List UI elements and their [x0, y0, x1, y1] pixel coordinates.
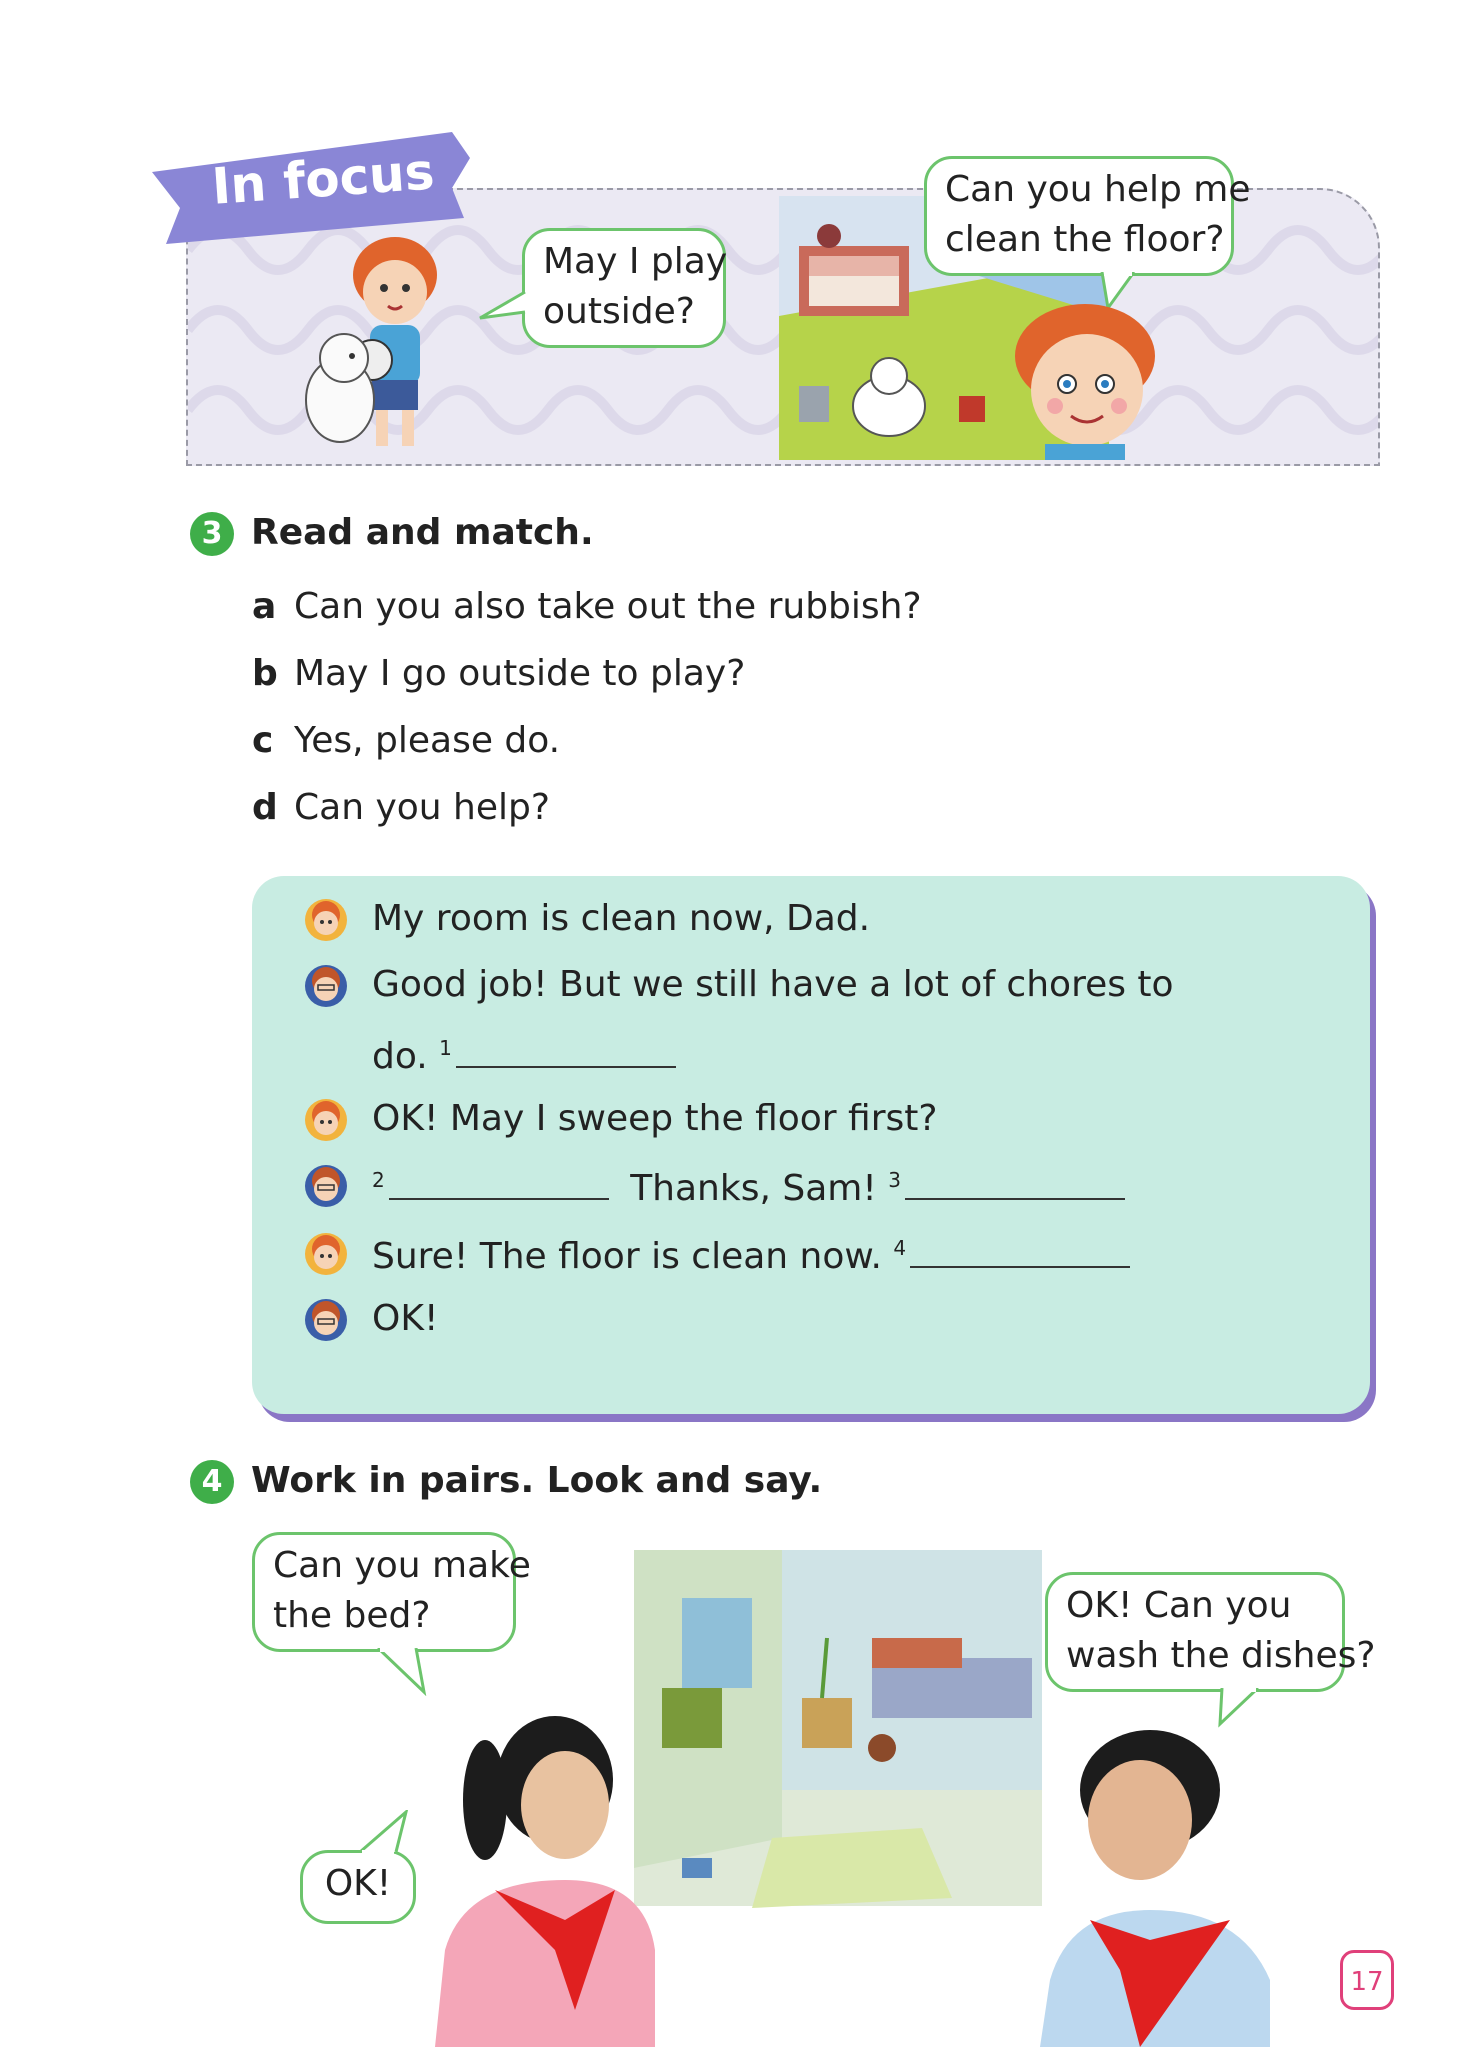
- option-letter: c: [252, 720, 274, 761]
- dialogue-line: [372, 1164, 1125, 1209]
- sam-face-icon: [304, 1232, 348, 1276]
- dialogue-text: do.: [372, 1036, 428, 1077]
- exercise-number-badge: 4: [190, 1460, 234, 1504]
- bubble-text-line: wash the dishes?: [1066, 1635, 1376, 1676]
- girl-photo: [405, 1710, 655, 2047]
- dad-face-icon: [304, 1164, 348, 1208]
- bubble-tail: [478, 288, 528, 320]
- answer-blank[interactable]: [389, 1164, 609, 1200]
- blank-number: 2: [372, 1168, 385, 1192]
- match-option: [252, 720, 560, 761]
- blank-number: 1: [439, 1036, 452, 1060]
- speech-bubble-help-clean-floor: [924, 156, 1251, 276]
- match-option: [252, 586, 922, 627]
- dialogue-text: Thanks, Sam!: [630, 1168, 877, 1209]
- dialogue-line: [372, 1032, 676, 1077]
- bubble-text-line: Can you make: [273, 1545, 531, 1586]
- dialogue-line: OK!: [372, 1298, 439, 1339]
- bubble-text-line: outside?: [543, 291, 695, 332]
- dad-face-icon: [304, 964, 348, 1008]
- dialogue-line: My room is clean now, Dad.: [372, 898, 871, 939]
- speech-bubble-wash-dishes: [1045, 1572, 1376, 1692]
- dad-face-icon: [304, 1298, 348, 1342]
- option-text: May I go outside to play?: [294, 653, 746, 694]
- speech-bubble-ok: [300, 1850, 416, 1924]
- exercise-title: Work in pairs. Look and say.: [251, 1460, 823, 1501]
- option-text: Can you help?: [294, 787, 550, 828]
- bubble-tail: [356, 1810, 410, 1854]
- speech-bubble-may-i-play: [522, 228, 726, 348]
- blank-number: 4: [893, 1236, 907, 1260]
- answer-blank[interactable]: [905, 1164, 1125, 1200]
- boy-photo: [1030, 1720, 1290, 2047]
- bubble-text-line: the bed?: [273, 1595, 431, 1636]
- dialogue-line: OK! May I sweep the floor first?: [372, 1098, 938, 1139]
- option-text: Can you also take out the rubbish?: [294, 586, 922, 627]
- dialogue-line: [372, 1232, 1130, 1277]
- boy-with-dog-illustration: [300, 230, 480, 460]
- bubble-text-line: May I play: [543, 241, 728, 282]
- answer-blank[interactable]: [910, 1232, 1130, 1268]
- room-chores-illustration: [622, 1538, 1054, 1918]
- option-letter: a: [252, 586, 277, 627]
- option-letter: b: [252, 653, 278, 694]
- dialogue-line: Good job! But we still have a lot of chores to: [372, 964, 1174, 1005]
- blank-number: 3: [888, 1168, 901, 1192]
- sam-face-icon: [304, 898, 348, 942]
- speech-bubble-make-bed: [252, 1532, 531, 1652]
- match-option: [252, 653, 745, 694]
- exercise-number-badge: 3: [190, 512, 234, 556]
- smiling-boy-illustration: [1005, 300, 1165, 460]
- page-number: 17: [1340, 1950, 1394, 2010]
- in-focus-title: In focus: [210, 142, 437, 216]
- exercise-title: Read and match.: [251, 512, 594, 553]
- bubble-text-line: clean the floor?: [945, 219, 1225, 260]
- option-text: Yes, please do.: [294, 720, 561, 761]
- option-letter: d: [252, 787, 278, 828]
- bubble-text-line: Can you help me: [945, 169, 1251, 210]
- dialogue-text: Sure! The floor is clean now.: [372, 1236, 882, 1277]
- match-option: [252, 787, 550, 828]
- bubble-text-line: OK!: [324, 1863, 392, 1904]
- sam-face-icon: [304, 1098, 348, 1142]
- bubble-text-line: OK! Can you: [1066, 1585, 1292, 1626]
- answer-blank[interactable]: [456, 1032, 676, 1068]
- bubble-tail: [376, 1648, 430, 1696]
